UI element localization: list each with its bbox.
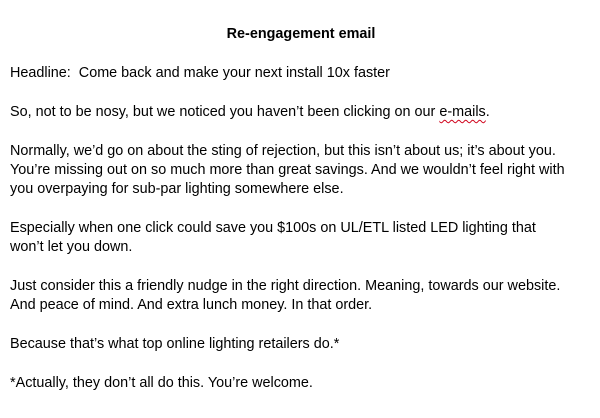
paragraph-line: Especially when one click could save you $100s on UL/ETL listed LED lighting that <box>10 220 536 236</box>
document-title: Re-engagement email <box>226 26 376 42</box>
headline-paragraph: Headline: Come back and make your next install 10x faster <box>10 65 390 81</box>
paragraph-line: And peace of mind. And extra lunch money. In that order. <box>10 297 373 314</box>
rejection-paragraph <box>10 142 592 200</box>
paragraph-line: You’re missing out on so much more than great savings. And we wouldn’t feel right with <box>10 162 565 179</box>
intro-paragraph <box>10 103 592 122</box>
paragraph-line: Just consider this a friendly nudge in the right direction. Meaning, towards our website. <box>10 278 561 294</box>
retailers-paragraph: Because that’s what top online lighting retailers do.* <box>10 336 340 352</box>
paragraph-line: you overpaying for sub-par lighting somewhere else. <box>10 181 344 198</box>
savings-paragraph <box>10 219 592 257</box>
paragraph-line: won’t let you down. <box>10 239 133 256</box>
intro-text: So, not to be nosy, but we noticed you haven’t been clicking on our <box>10 104 440 120</box>
paragraph-line: Normally, we’d go on about the sting of rejection, but this isn’t about us; it’s about you. <box>10 143 556 159</box>
footnote-paragraph: *Actually, they don’t all do this. You’re welcome. <box>10 375 313 391</box>
intro-text-end: . <box>485 104 490 120</box>
nudge-paragraph <box>10 277 592 315</box>
misspelled-word[interactable]: e-mails <box>439 104 486 120</box>
